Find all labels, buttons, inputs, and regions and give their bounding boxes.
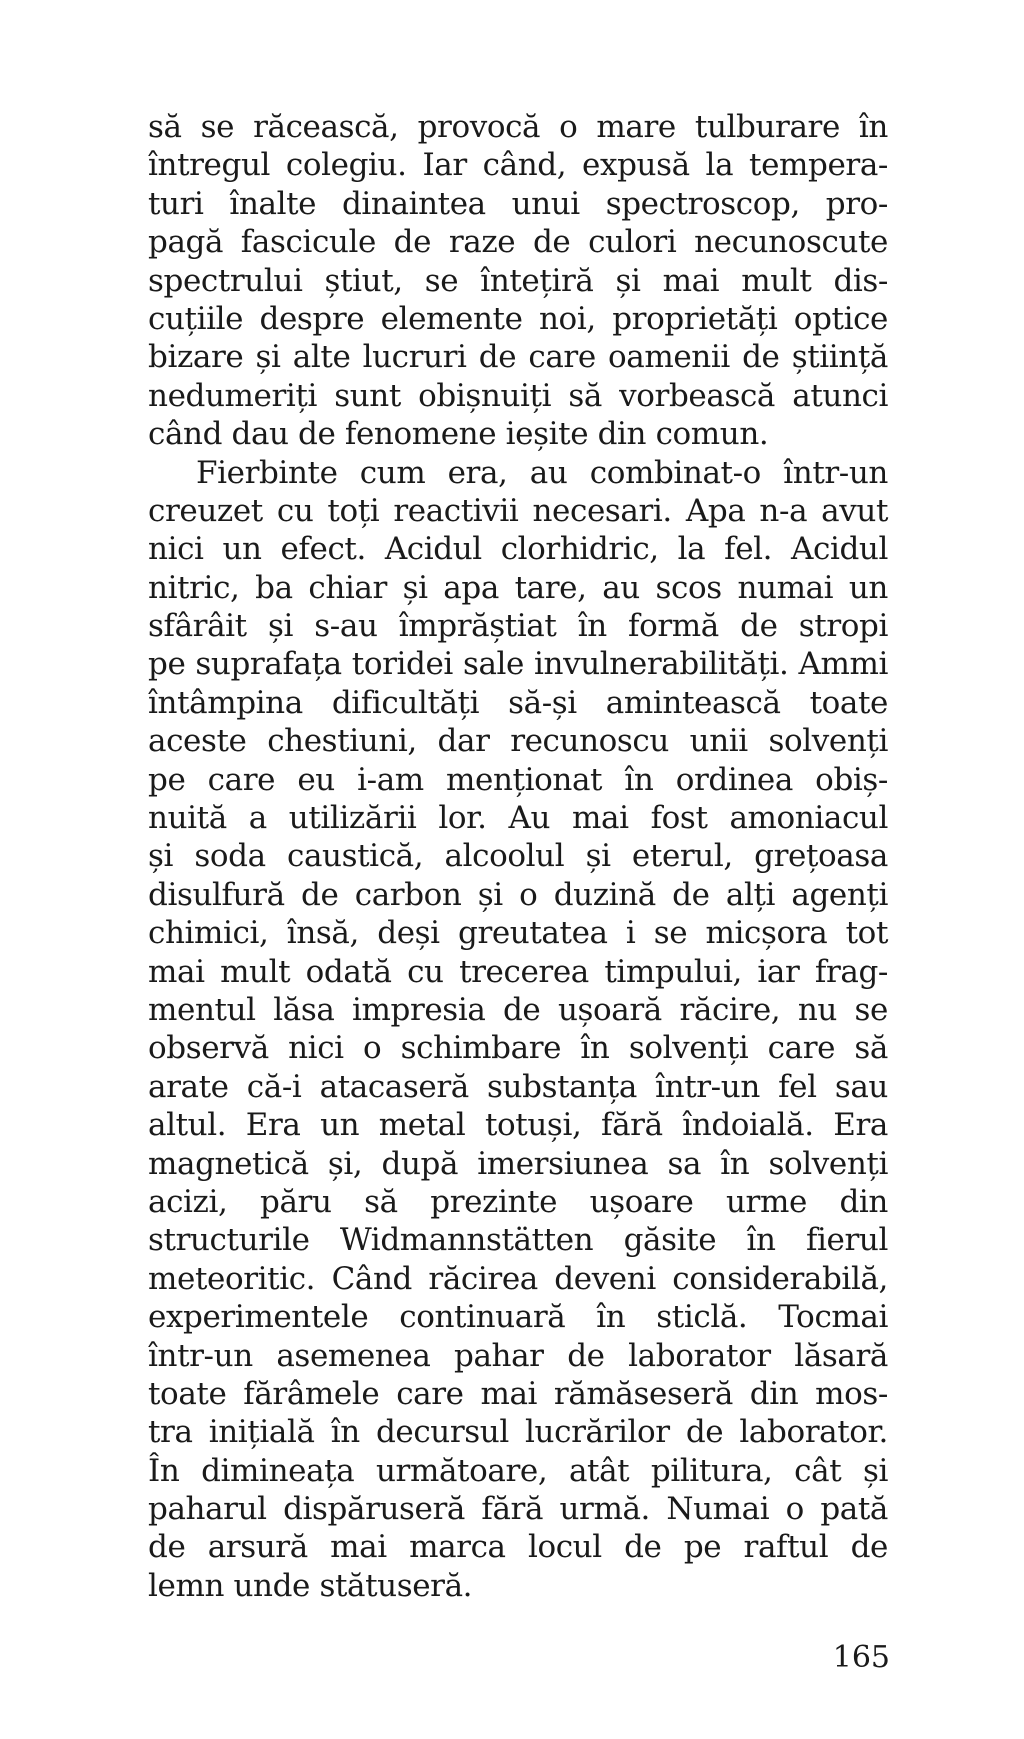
text-line: Fierbinte cum era, au combinat-o într-un <box>196 454 888 491</box>
text-line: spectrului știut, se întețiră și mai mult dis- <box>148 262 888 299</box>
text-line: turi înalte dinaintea unui spectroscop, pro- <box>148 185 888 222</box>
text-line: disulfură de carbon și o duzină de alți agenți <box>148 876 888 913</box>
text-line: să se răcească, provocă o mare tulburare în <box>148 109 888 145</box>
page-body <box>148 108 888 1605</box>
text-line: cuțiile despre elemente noi, proprietăți optice <box>148 300 888 337</box>
text-line: observă nici o schimbare în solvenți care să <box>148 1030 888 1067</box>
text-line: paharul dispăruseră fără urmă. Numai o pată <box>148 1491 888 1528</box>
text-line: tra inițială în decursul lucrărilor de laborator. <box>148 1414 888 1451</box>
text-line: nitric, ba chiar și apa tare, au scos numai un <box>148 569 888 606</box>
text-line: mentul lăsa impresia de ușoară răcire, nu se <box>148 991 888 1028</box>
text-line: magnetică și, după imersiunea sa în solvenți <box>148 1145 888 1182</box>
paragraph-1 <box>148 108 888 454</box>
text-line: mai mult odată cu trecerea timpului, iar frag- <box>148 953 888 990</box>
text-line: pe care eu i-am menționat în ordinea obiș- <box>148 761 888 798</box>
text-line: chimici, însă, deși greutatea i se micșora tot <box>148 915 888 952</box>
text-line: bizare și alte lucruri de care oamenii de știință <box>148 339 888 376</box>
text-line: altul. Era un metal totuși, fără îndoială. Era <box>148 1107 888 1144</box>
text-line: nici un efect. Acidul clorhidric, la fel. Acidul <box>148 531 888 568</box>
text-line: când dau de fenomene ieșite din comun. <box>148 416 769 453</box>
text-line: întâmpina dificultăți să-și amintească toate <box>148 684 888 721</box>
text-line: întregul colegiu. Iar când, expusă la tempera- <box>148 147 888 184</box>
text-line: pagă fascicule de raze de culori necunoscute <box>148 224 888 261</box>
text-line: de arsură mai marca locul de pe raftul de <box>148 1529 888 1566</box>
text-line: lemn unde stătuseră. <box>148 1567 473 1604</box>
text-line: nedumeriți sunt obișnuiți să vorbească atunci <box>148 377 888 414</box>
text-line: structurile Widmannstätten găsite în fierul <box>148 1222 888 1259</box>
page-number: 165 <box>832 1640 890 1675</box>
text-line: creuzet cu toți reactivii necesari. Apa n-a avut <box>148 492 888 529</box>
text-line: În dimineața următoare, atât pilitura, cât și <box>148 1452 888 1489</box>
text-line: nuită a utilizării lor. Au mai fost amoniacul <box>148 800 888 837</box>
text-line: meteoritic. Când răcirea deveni considerabilă, <box>148 1260 888 1297</box>
text-line: aceste chestiuni, dar recunoscu unii solvenți <box>148 723 888 760</box>
text-line: arate că-i atacaseră substanța într-un fel sau <box>148 1068 888 1105</box>
text-line: și soda caustică, alcoolul și eterul, grețoasa <box>148 838 888 875</box>
paragraph-2 <box>148 454 888 1606</box>
text-line: sfârâit și s-au împrăștiat în formă de stropi <box>148 608 888 645</box>
text-line: pe suprafața toridei sale invulnerabilități. Ammi <box>148 646 888 683</box>
text-line: într-un asemenea pahar de laborator lăsară <box>148 1337 888 1374</box>
text-line: experimentele continuară în sticlă. Tocmai <box>148 1299 888 1336</box>
text-line: acizi, păru să prezinte ușoare urme din <box>148 1183 888 1220</box>
text-line: toate fărâmele care mai rămăseseră din mos- <box>148 1375 888 1412</box>
